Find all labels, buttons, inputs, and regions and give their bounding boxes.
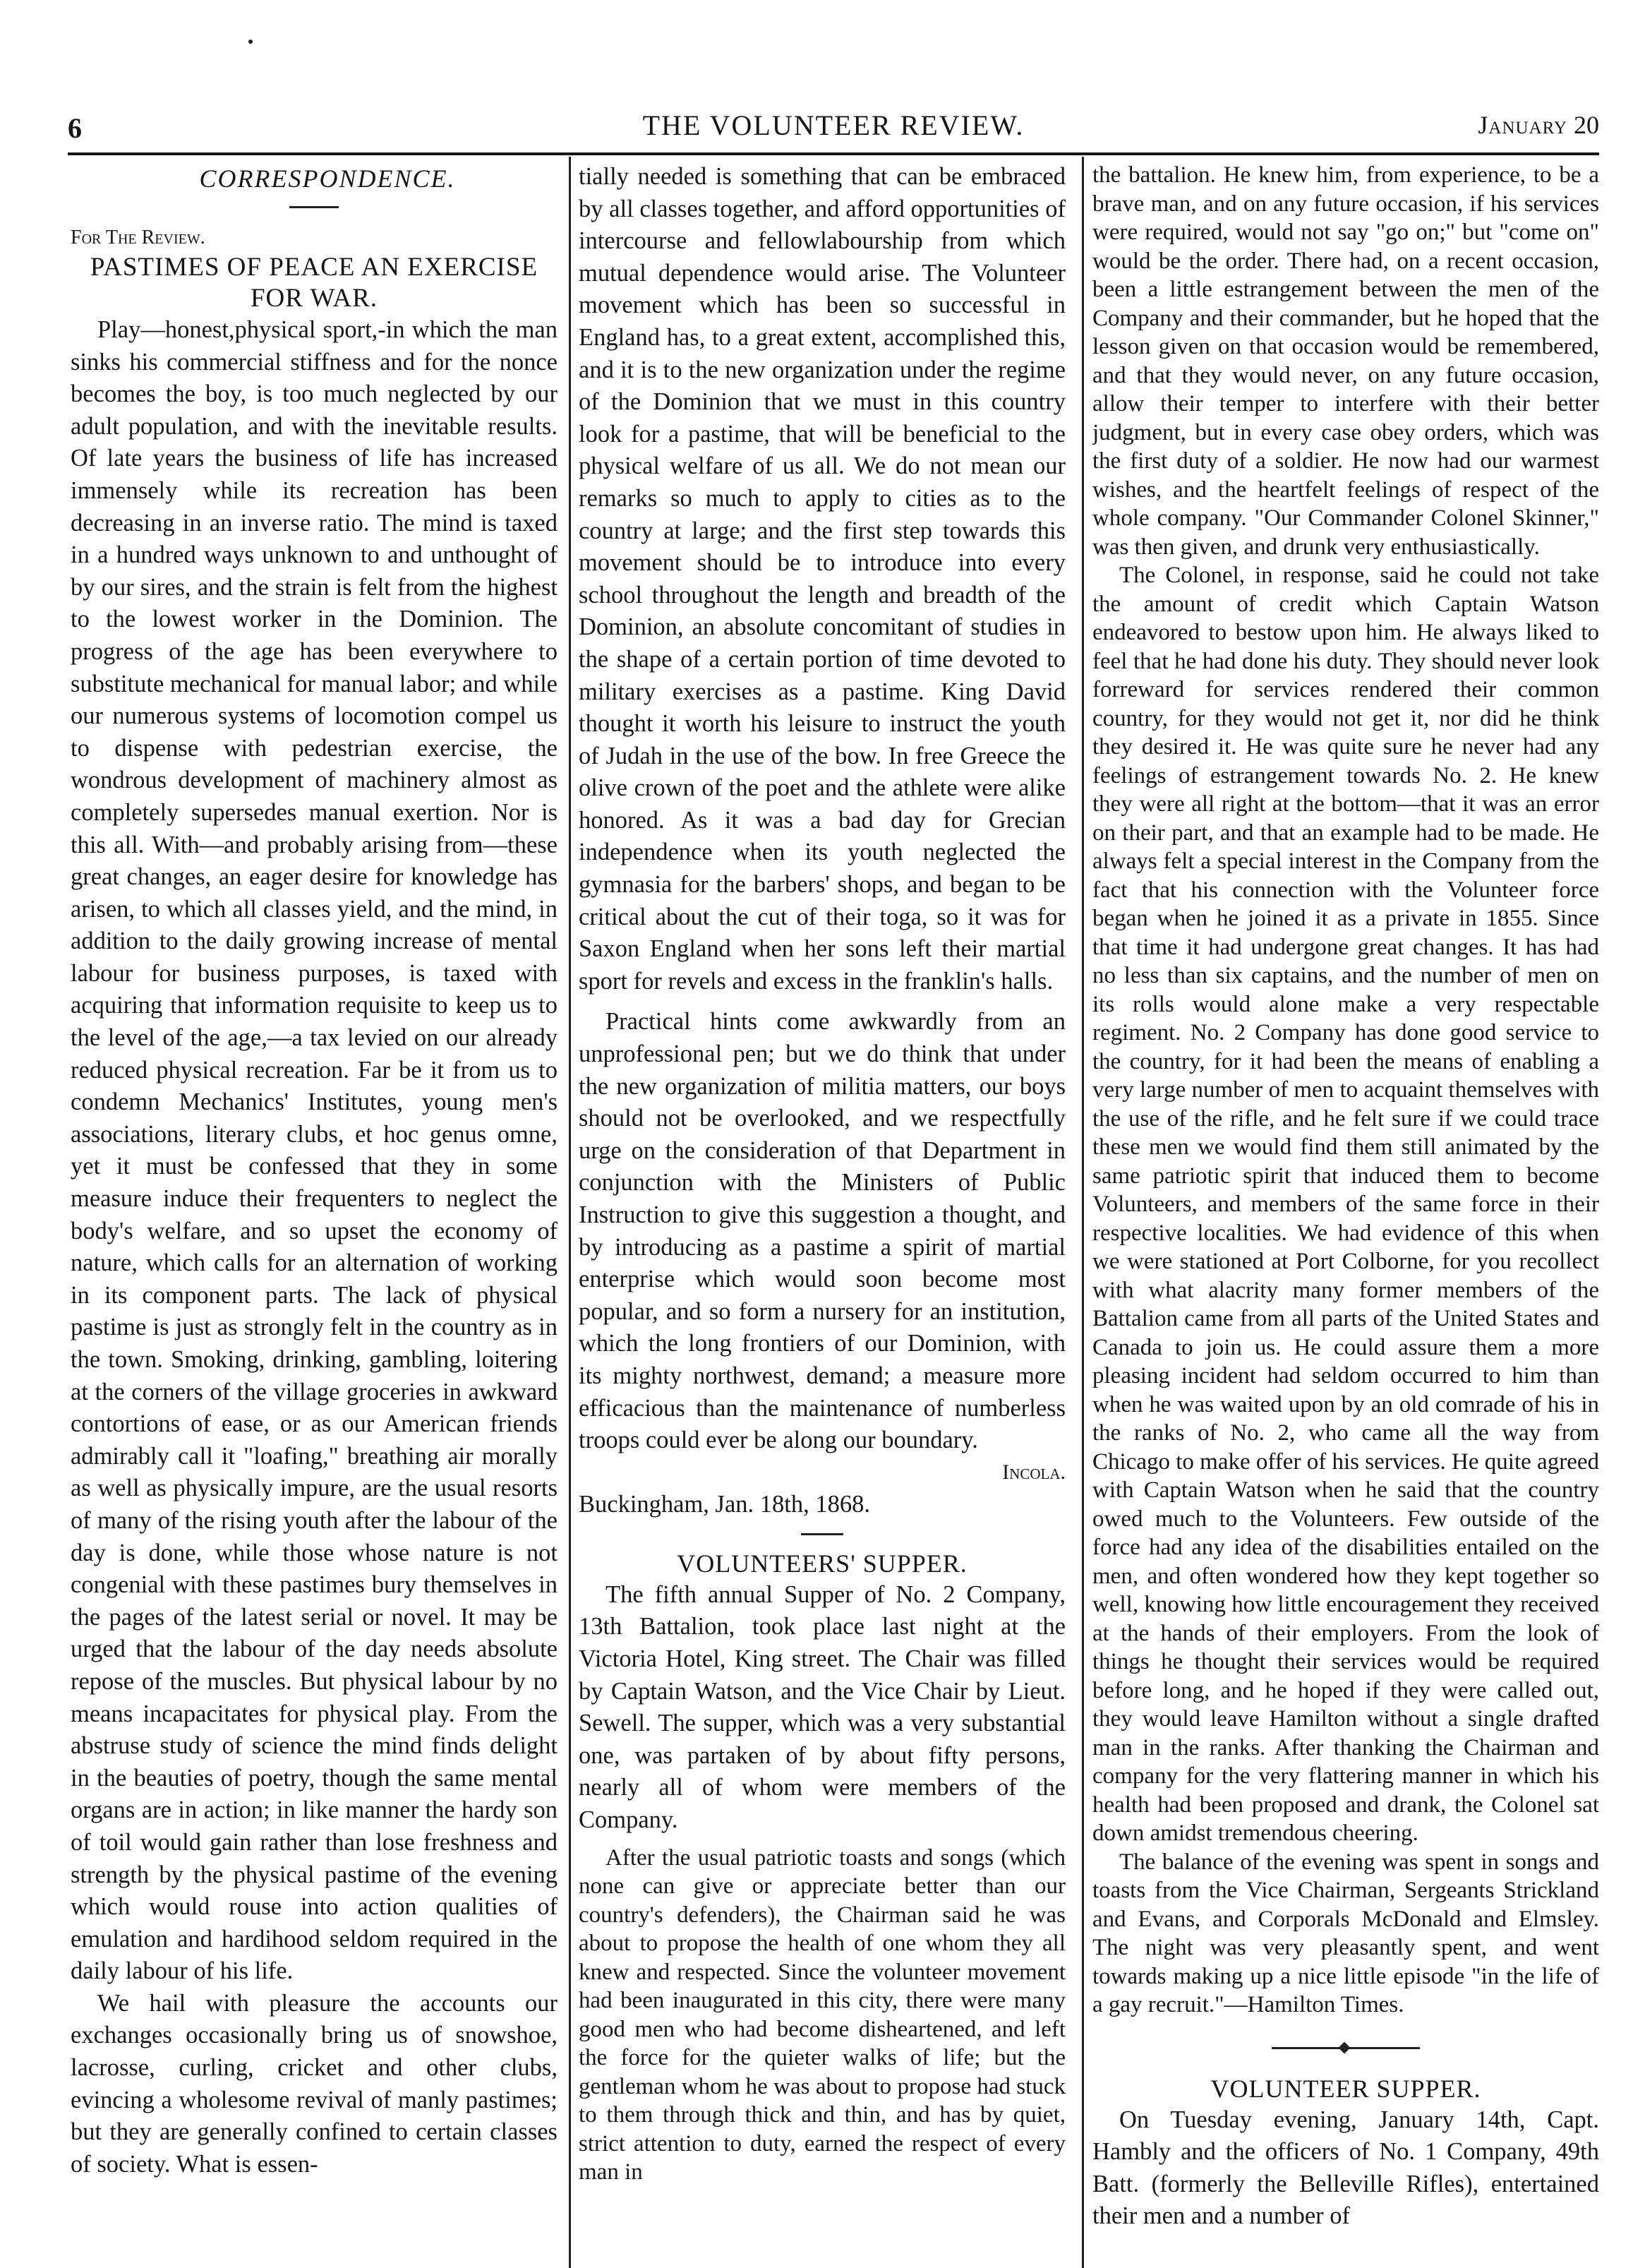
masthead-title: THE VOLUNTEER REVIEW. [642, 109, 1025, 141]
supper-paragraph: the battalion. He knew him, from experience, to be a brave man, and on any future occasion, if his services were required, would not say "go on;" but "come on" would be the order. There had, on a recent occasion, been a little estrangement between the men of the Company and their commander, but he hoped that the lesson given on that occasion would be remembered, and that they would never, on any future occasion, allow their temper to interfere with their better judgment, but in every case obey orders, which was the first duty of a soldier. He now had our warmest wishes, and the heartfelt feelings of respect of the whole company. "Our Commander Colonel Skinner," was then given, and drunk very enthusiastically. [1092, 162, 1599, 560]
column-divider [1082, 157, 1084, 2268]
issue-month: January [1478, 111, 1567, 139]
issue-day: 20 [1574, 111, 1599, 139]
article-paragraph: Practical hints come awkwardly from an unprofessional pen; but we do think that under the new organization of militia matters, our boys should not be overlooked, and we respectfully urge on the consideration of that Department in conjunction with the Ministers of Public Instruction to give this suggestion a thought, and by introducing as a pastime a spirit of martial enterprise which would soon become most popular, and so form a nursery for an institution, which the long frontiers of our Dominion, with its mighty northwest, demand; a measure more efficacious than the maintenance of numberless troops could ever be along our boundary. [579, 1008, 1066, 1454]
column-2 [579, 161, 1066, 2268]
supper-paragraph: The fifth annual Supper of No. 2 Company, 13th Battalion, took place last night at the Victoria Hotel, King street. The Chair was filled by Captain Watson, and the Vice Chair by Lieut. Sewell. The supper, which was a very substantial one, was partaken of by about fifty persons, nearly all of whom were members of the Company. [579, 1580, 1066, 1833]
issue-date [1478, 110, 1599, 140]
author-signature: Incola. [1002, 1460, 1066, 1484]
page-header [68, 106, 1599, 148]
supper2-paragraph: On Tuesday evening, January 14th, Capt. Hambly and the officers of No. 1 Company, 49th Batt. (formerly the Belleville Rifles), entertained their men and a number of [1092, 2106, 1599, 2230]
supper-paragraph: The Colonel, in response, said he could not take the amount of credit which Captain Watson endeavored to bestow upon him. He always liked to feel that he had done his duty. They should never look forreward for services rendered their common country, for they would not get it, nor did he think they desired it. He was quite sure he never had any feelings of estrangement towards No. 2. He knew they were all right at the bottom—that it was an error on their part, and that an example had to be made. He always felt a special interest in the Company from the fact that his connection with the Volunteer force began when he joined it as a private in 1855. Since that time it had undergone great changes. It has had no less than six captains, and the number of men on its rolls would alone make a very respectable regiment. No. 2 Company has done good service to the country, for it had been the means of enabling a very large number of men to acquaint themselves with the use of the rifle, and he felt sure if we could trace these men we would find them still animated by the same patriotic spirit that induced them to become Volunteers, and members of the same force in their respective localities. We had evidence of this when we were stationed at Port Colborne, for you recollect with what alacrity many former members of the Battalion came from all parts of the United States and Canada to join us. He could assure them a more pleasing incident had seldom occurred to him than when he was waited upon by an old comrade of his in the ranks of No. 2, who came all the way from Chicago to make offer of his services. He quite agreed with Captain Watson when he said that the country owed much to the Volunteers. Few outside of the force had any idea of the disabilities entailed on the men, and often wondered how they kept together so well, knowing how little encouragement they received at the hands of their employers. From the look of things he thought their services would be required before long, and he hoped if they were called out, they would leave Hamilton without a single drafted man in the ranks. After thanking the Chairman and company for the very flattering manner in which his health had been proposed and drank, the Colonel sat down amidst tremendous cheering. [1092, 563, 1599, 1846]
supper2-title: VOLUNTEER SUPPER. [1210, 2074, 1481, 2103]
supper-paragraph: The balance of the evening was spent in songs and toasts from the Vice Chairman, Sergeants Strickland and Evans, and Corporals McDonald and Elmsley. The night was very pleasantly spent, and went towards making up a nice little episode "in the life of a gay recruit."—Hamilton Times. [1092, 1849, 1599, 2017]
section-heading: CORRESPONDENCE. [199, 164, 456, 193]
article-paragraph: We hail with pleasure the accounts our exchanges occasionally bring us of snowshoe, lacrosse, curling, cricket and other clubs, evincing a wholesome revival of manly pastimes; but they are generally confined to certain classes of society. What is essen- [71, 1989, 558, 2178]
section-rule [289, 206, 339, 208]
supper-title: VOLUNTEERS' SUPPER. [677, 1549, 968, 1578]
section-rule [801, 1533, 843, 1535]
dateline: Buckingham, Jan. 18th, 1868. [579, 1490, 871, 1518]
ornamental-rule [1272, 2044, 1420, 2052]
header-rule [68, 152, 1599, 155]
column-divider [569, 157, 571, 2268]
column-3 [1092, 161, 1599, 2268]
page-number: 6 [68, 112, 82, 144]
ink-speck [248, 40, 253, 44]
article-title: PASTIMES OF PEACE AN EXERCISE FOR WAR. [90, 253, 538, 313]
column-1 [71, 161, 558, 2268]
supper-paragraph: After the usual patriotic toasts and songs (which none can give or appreciate better than our country's defenders), the Chairman said he was about to propose the health of one whom they all knew and respected. Since the volunteer movement had been inaugurated in this city, there were many good men who had become disheartened, and left the force for the quieter walks of life; but the gentleman whom he was about to propose had stuck to them through thick and thin, and has by quiet, strict attention to duty, earned the respect of every man in [579, 1844, 1066, 2185]
byline: For The Review. [71, 227, 205, 248]
article-paragraph: tially needed is something that can be embraced by all classes together, and afford opportunities of intercourse and fellowlabourship from which mutual dependence would arise. The Volunteer movement which has been so successful in England has, to a great extent, accomplished this, and it is to the new organization under the regime of the Dominion that we must in this country look for a pastime, that will be beneficial to the physical welfare of us all. We do not mean our remarks so much to apply to cities as to the country at large; and the first step towards this movement should be to introduce into every school throughout the length and breadth of the Dominion, an absolute concomitant of studies in the shape of a certain portion of time devoted to military exercises as a pastime. King David thought it worth his leisure to instruct the youth of Judah in the use of the bow. In free Greece the olive crown of the poet and the athlete were alike honored. As it was a bad day for Grecian independence when its youth neglected the gymnasia for the barbers' shops, and began to be critical about the cut of their toga, so it was for Saxon England when her sons left their martial sport for revels and excess in the franklin's halls. [579, 163, 1066, 995]
article-paragraph: Play—honest,physical sport,-in which the man sinks his commercial stiffness and for the nonce becomes the boy, is too much neglected by our adult population, and with the inevitable results. Of late years the business of life has increased immensely while its recreation has been decreasing in an inverse ratio. The mind is taxed in a hundred ways unknown to and unthought of by our sires, and the strain is felt from the highest to the lowest worker in the Dominion. The progress of the age has been everywhere to substitute mechanical for manual labor; and while our numerous systems of locomotion compel us to dispense with pedestrian exercise, the wondrous development of machinery almost as completely supersedes manual exertion. Nor is this all. With—and probably arising from—these great changes, an eager desire for knowledge has arisen, to which all classes yield, and the mind, in addition to the daily growing increase of mental labour for business purposes, is taxed with acquiring that information requisite to keep us to the level of the age,—a tax levied on our already reduced physical recreation. Far be it from us to condemn Mechanics' Institutes, young men's associations, literary clubs, et hoc genus omne, yet it must be confessed that they in some measure induce their frequenters to neglect the body's welfare, and so upset the economy of nature, which calls for an alternation of working in its component parts. The lack of physical pastime is just as strongly felt in the country as in the town. Smoking, drinking, gambling, loitering at the corners of the village groceries in awkward contortions of ease, or as our American friends admirably call it "loafing," breathing air morally as well as physically impure, are the usual resorts of many of the rising youth after the labour of the day is done, while those whose nature is not congenial with these pastimes bury themselves in the pages of the latest serial or novel. It may be urged that the labour of the day needs absolute repose of the muscles. But physical labour by no means incapacitates for physical play. From the abstruse study of science the mind finds delight in the beauties of poetry, though the same mental organs are in action; in like manner the hardy son of toil would gain rather than lose freshness and strength by the physical pastime of the evening which would rouse into action qualities of emulation and hardihood seldom required in the daily labour of his life. [71, 316, 558, 1985]
